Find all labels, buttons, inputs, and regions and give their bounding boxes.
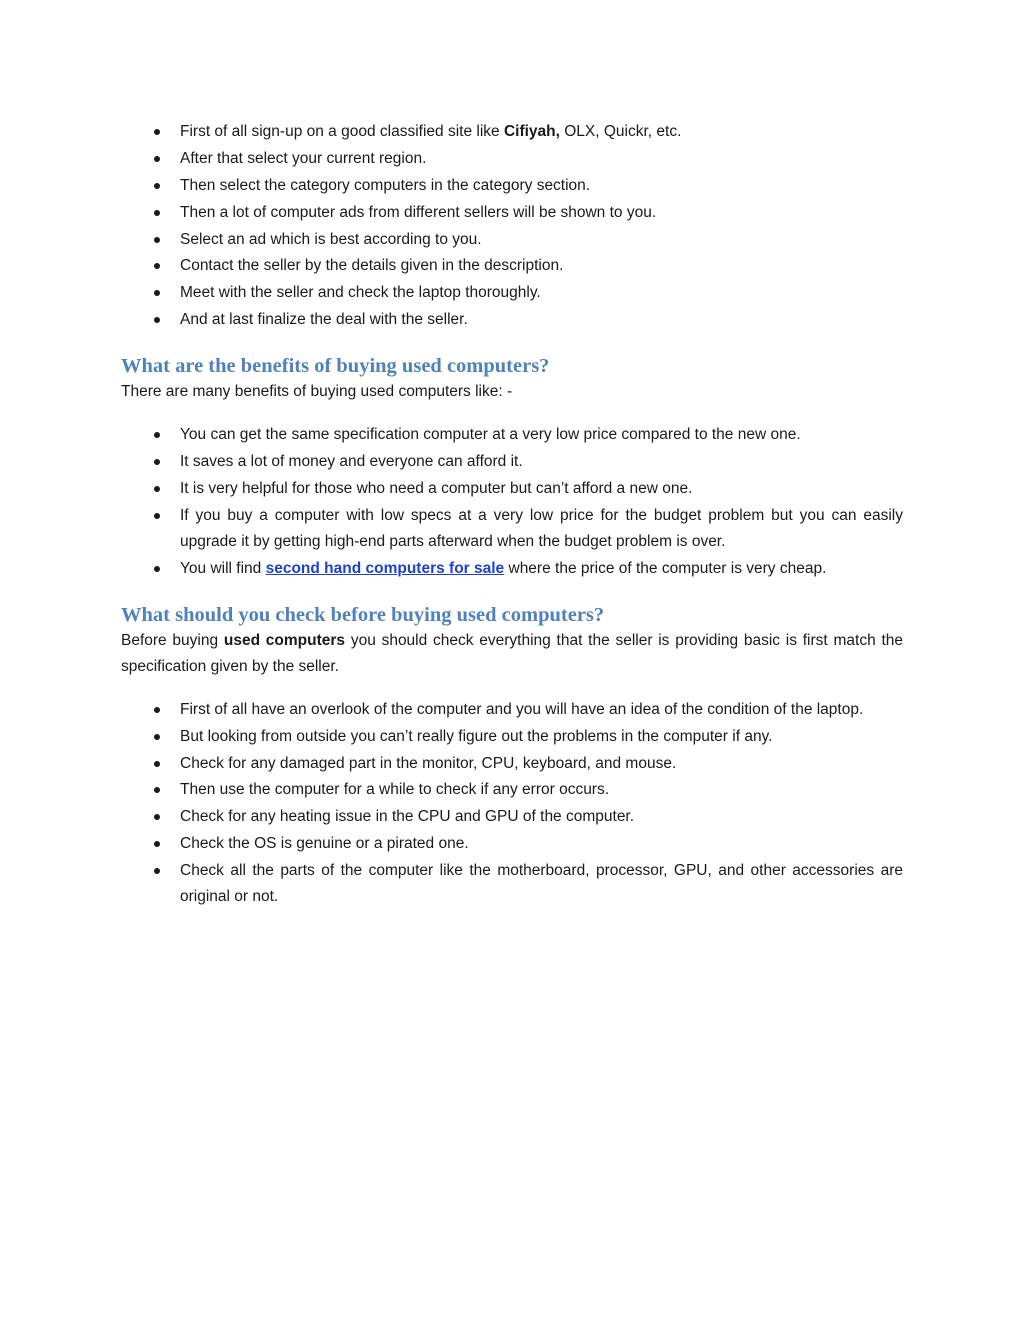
site-name-bold: Cifiyah,: [503, 123, 560, 140]
list-item: After that select your current region.: [121, 146, 903, 172]
list-item: Then select the category computers in the category section.: [121, 173, 903, 199]
bullet-icon: [154, 237, 160, 243]
bullet-icon: [154, 290, 160, 296]
second-hand-computers-link[interactable]: second hand computers for sale: [265, 559, 505, 577]
bullet-icon: [154, 566, 160, 572]
list-item: First of all have an overlook of the computer and you will have an idea of the condition of the laptop.: [121, 697, 903, 723]
list-item: Meet with the seller and check the laptop thoroughly.: [121, 280, 903, 306]
used-computers-bold: used computers: [223, 631, 346, 649]
list-item: Then use the computer for a while to check if any error occurs.: [121, 777, 903, 803]
list-item: It saves a lot of money and everyone can afford it.: [121, 449, 903, 475]
bullet-icon: [154, 459, 160, 465]
bullet-icon: [154, 841, 160, 847]
bullet-icon: [154, 734, 160, 740]
document-page: [121, 119, 903, 911]
list-item: Check the OS is genuine or a pirated one.: [121, 831, 903, 857]
bullet-icon: [154, 814, 160, 820]
bullet-icon: [154, 432, 160, 438]
check-list: [121, 697, 903, 910]
bullet-icon: [154, 486, 160, 492]
bullet-icon: [154, 513, 160, 519]
list-item: Check for any damaged part in the monitor, CPU, keyboard, and mouse.: [121, 751, 903, 777]
list-item: Select an ad which is best according to you.: [121, 227, 903, 253]
list-item: But looking from outside you can’t really figure out the problems in the computer if any.: [121, 724, 903, 750]
bullet-icon: [154, 210, 160, 216]
benefits-intro: There are many benefits of buying used computers like: -: [121, 383, 513, 401]
check-heading: What should you check before buying used computers?: [121, 603, 605, 626]
list-item: You can get the same specification computer at a very low price compared to the new one.: [121, 422, 903, 448]
bullet-icon: [154, 707, 160, 713]
list-item: Check for any heating issue in the CPU and GPU of the computer.: [121, 804, 903, 830]
bullet-icon: [154, 263, 160, 269]
bullet-icon: [154, 761, 160, 767]
list-item: It is very helpful for those who need a computer but can’t afford a new one.: [121, 476, 903, 502]
bullet-icon: [154, 183, 160, 189]
list-item: Check all the parts of the computer like the motherboard, processor, GPU, and other accessories are original or not.: [121, 858, 903, 910]
list-item: Then a lot of computer ads from different sellers will be shown to you.: [121, 200, 903, 226]
bullet-icon: [154, 868, 160, 874]
list-item: If you buy a computer with low specs at a very low price for the budget problem but you can easily upgrade it by getting high-end parts afterward when the budget problem is over.: [121, 503, 903, 555]
list-item: And at last finalize the deal with the seller.: [121, 307, 903, 333]
steps-list: [121, 119, 903, 333]
bullet-icon: [154, 317, 160, 323]
benefits-heading: What are the benefits of buying used computers?: [121, 355, 550, 378]
bullet-icon: [154, 129, 160, 135]
bullet-icon: [154, 156, 160, 162]
check-intro: Before buying used computers you should check everything that the seller is providing basic is first match the specification given by the seller.: [121, 631, 903, 675]
list-item: Contact the seller by the details given in the description.: [121, 253, 903, 279]
list-item: First of all sign-up on a good classified site like Cifiyah, OLX, Quickr, etc.: [121, 119, 903, 145]
bullet-icon: [154, 787, 160, 793]
list-item: You will find second hand computers for sale where the price of the computer is very cheap.: [121, 556, 903, 582]
benefits-list: [121, 422, 903, 582]
